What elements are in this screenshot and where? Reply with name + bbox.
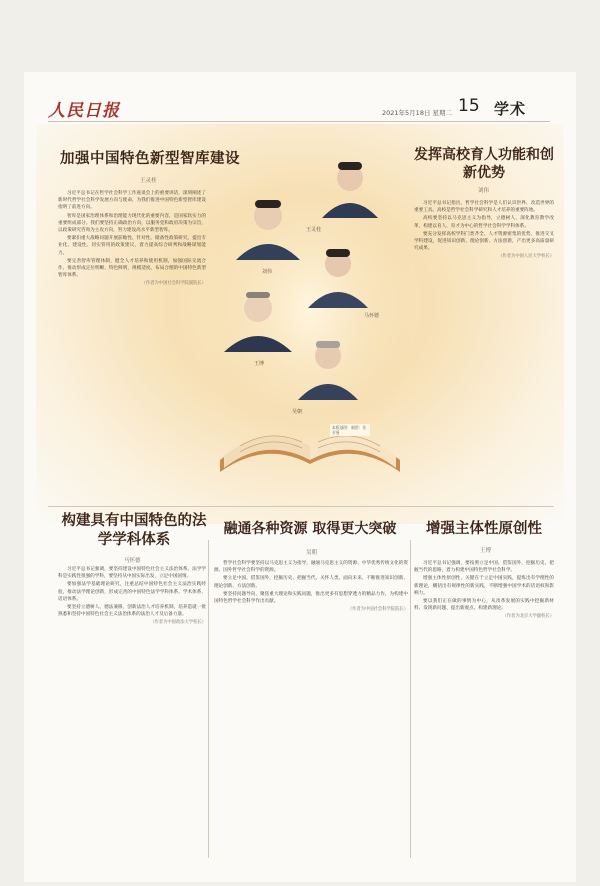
portrait-name-4: 王博 [254,361,265,367]
section-title: 学术 [494,100,527,118]
column-rule [208,540,209,858]
author-note: （作者为北京大学副校长） [502,614,554,620]
article-2-title: 发挥高校育人功能和创新优势 [414,147,554,182]
article-5-title: 增强主体性原创性 [426,520,542,537]
article-4-body [214,560,408,858]
illustration-caption: 本版插图：制图：张芳曼 [330,424,370,436]
paragraph: 要紧扣重大战略问题开展前瞻性、针对性、储备性政策研究，提出专业化、建设性、切实管用的政策建议，着力提高综合研判和战略谋划能力。 [58,236,206,256]
article-2-body [414,200,554,490]
article-4-title: 融通各种资源 取得更大突破 [223,521,397,537]
article-3-title: 构建具有中国特色的法学学科体系 [61,512,207,548]
paragraph: 习近平总书记在哲学社会科学工作座谈会上的重要讲话，深刻阐述了新时代哲学社会科学发展方向与使命，为我们推进中国特色新型智库建设指明了前进方向。 [58,191,206,211]
paragraph: 智库是国家治理体系和治理能力现代化的重要内容，是国家软实力的重要组成部分。我们要坚持正确政治方向，以服务党和政府决策为宗旨，以政策研究咨询为主攻方向，努力建设高水平新型智库。 [58,213,206,234]
paragraph: 要以我们正在做的事情为中心，从改革发展的实践中挖掘新材料、发现新问题、提出新观点、构建新理论。 [414,599,554,612]
illustration [210,160,410,500]
paragraph: 哲学社会科学要坚持以马克思主义为指导，融通马克思主义的资源、中华优秀传统文化的资源、国外哲学社会科学的资源。 [214,561,408,574]
author-note: （作者为中国政法大学校长） [150,620,206,626]
portrait-name-5: 吴朝 [292,409,303,415]
portrait-name-3: 马怀德 [364,313,380,319]
author-note: （作者为中国社会科学院副院长） [141,281,206,287]
article-1-author: 王灵桂 [140,178,157,184]
article-1-title: 加强中国特色新型智库建设 [60,150,240,167]
paragraph: 习近平总书记强调，要坚持建设中国特色社会主义法治体系。法学学科是实践性很强的学科，要坚持从中国实际出发，立足中国国情。 [58,567,206,580]
masthead [48,96,550,122]
article-3-author: 马怀德 [124,558,141,564]
column-rule [410,540,411,858]
paragraph: 高校要坚持以马克思主义为指导，立德树人，深化教育教学改革，构建以育人、育才为中心的哲学社会科学学科体系。 [414,216,554,229]
article-3-body [58,566,206,858]
paragraph: 增强主体性原创性，关键在于立足中国实践，提炼出有学理性的新理论，概括出有规律性的新实践，不断增强中国学术的话语权和影响力。 [414,576,554,596]
article-5-author: 王博 [480,548,492,554]
article-1-body [58,190,206,490]
divider [48,506,554,507]
article-2-author: 刘伟 [478,188,490,194]
article-5-body [414,560,554,858]
paragraph: 要加强法学基础理论研究，注重总结中国特色社会主义法治实践经验，推动法学理论创新，形成完善的中国特色法学学科体系、学术体系、话语体系。 [58,582,206,602]
author-note: （作者为中国社会科学院院长） [347,607,408,613]
article-4-author: 吴朝 [306,550,318,556]
newspaper-logo: 人民日报 [48,101,120,121]
author-note: （作者为中国人民大学校长） [498,254,554,260]
paragraph: 要坚持问题导向，聚焦重大理论和实践问题，推出更多有思想穿透力的精品力作，为构建中国特色哲学社会科学作出贡献。 [214,591,408,605]
paragraph: 习近平总书记指出，哲学社会科学是人们认识世界、改造世界的重要工具。高校是哲学社会科学研究和人才培养的重要阵地。 [414,201,554,214]
paragraph: 要充分发挥高校学科门类齐全、人才资源密集的优势，推进交叉学科建设，促进知识创新、理论创新、方法创新，产出更多高质量研究成果。 [414,231,554,252]
paragraph: 习近平总书记强调，要按照立足中国、借鉴国外，挖掘历史、把握当代的思路，着力构建中国特色哲学社会科学。 [414,561,554,574]
portrait-name-1: 王灵桂 [306,227,322,233]
issue-date: 2021年5月18日 星期二 [382,109,453,117]
page-number: 15 [458,96,480,116]
portrait-collage [210,160,410,500]
portrait-name-2: 刘伟 [262,269,273,275]
paragraph: 要立足中国、借鉴国外，挖掘历史、把握当代，关怀人类、面向未来，不断推进知识创新、理论创新、方法创新。 [214,576,408,589]
paragraph: 要坚持立德树人、德法兼修，创新法治人才培养机制，培养造就一批熟悉和坚持中国特色社会主义法治体系的法治人才及后备力量。 [58,605,206,618]
paragraph: 要完善智库管理体制，健全人才培养和使用机制，加强国际交流合作，推动形成定位明晰、特色鲜明、规模适度、布局合理的中国特色新型智库体系。 [58,258,206,279]
